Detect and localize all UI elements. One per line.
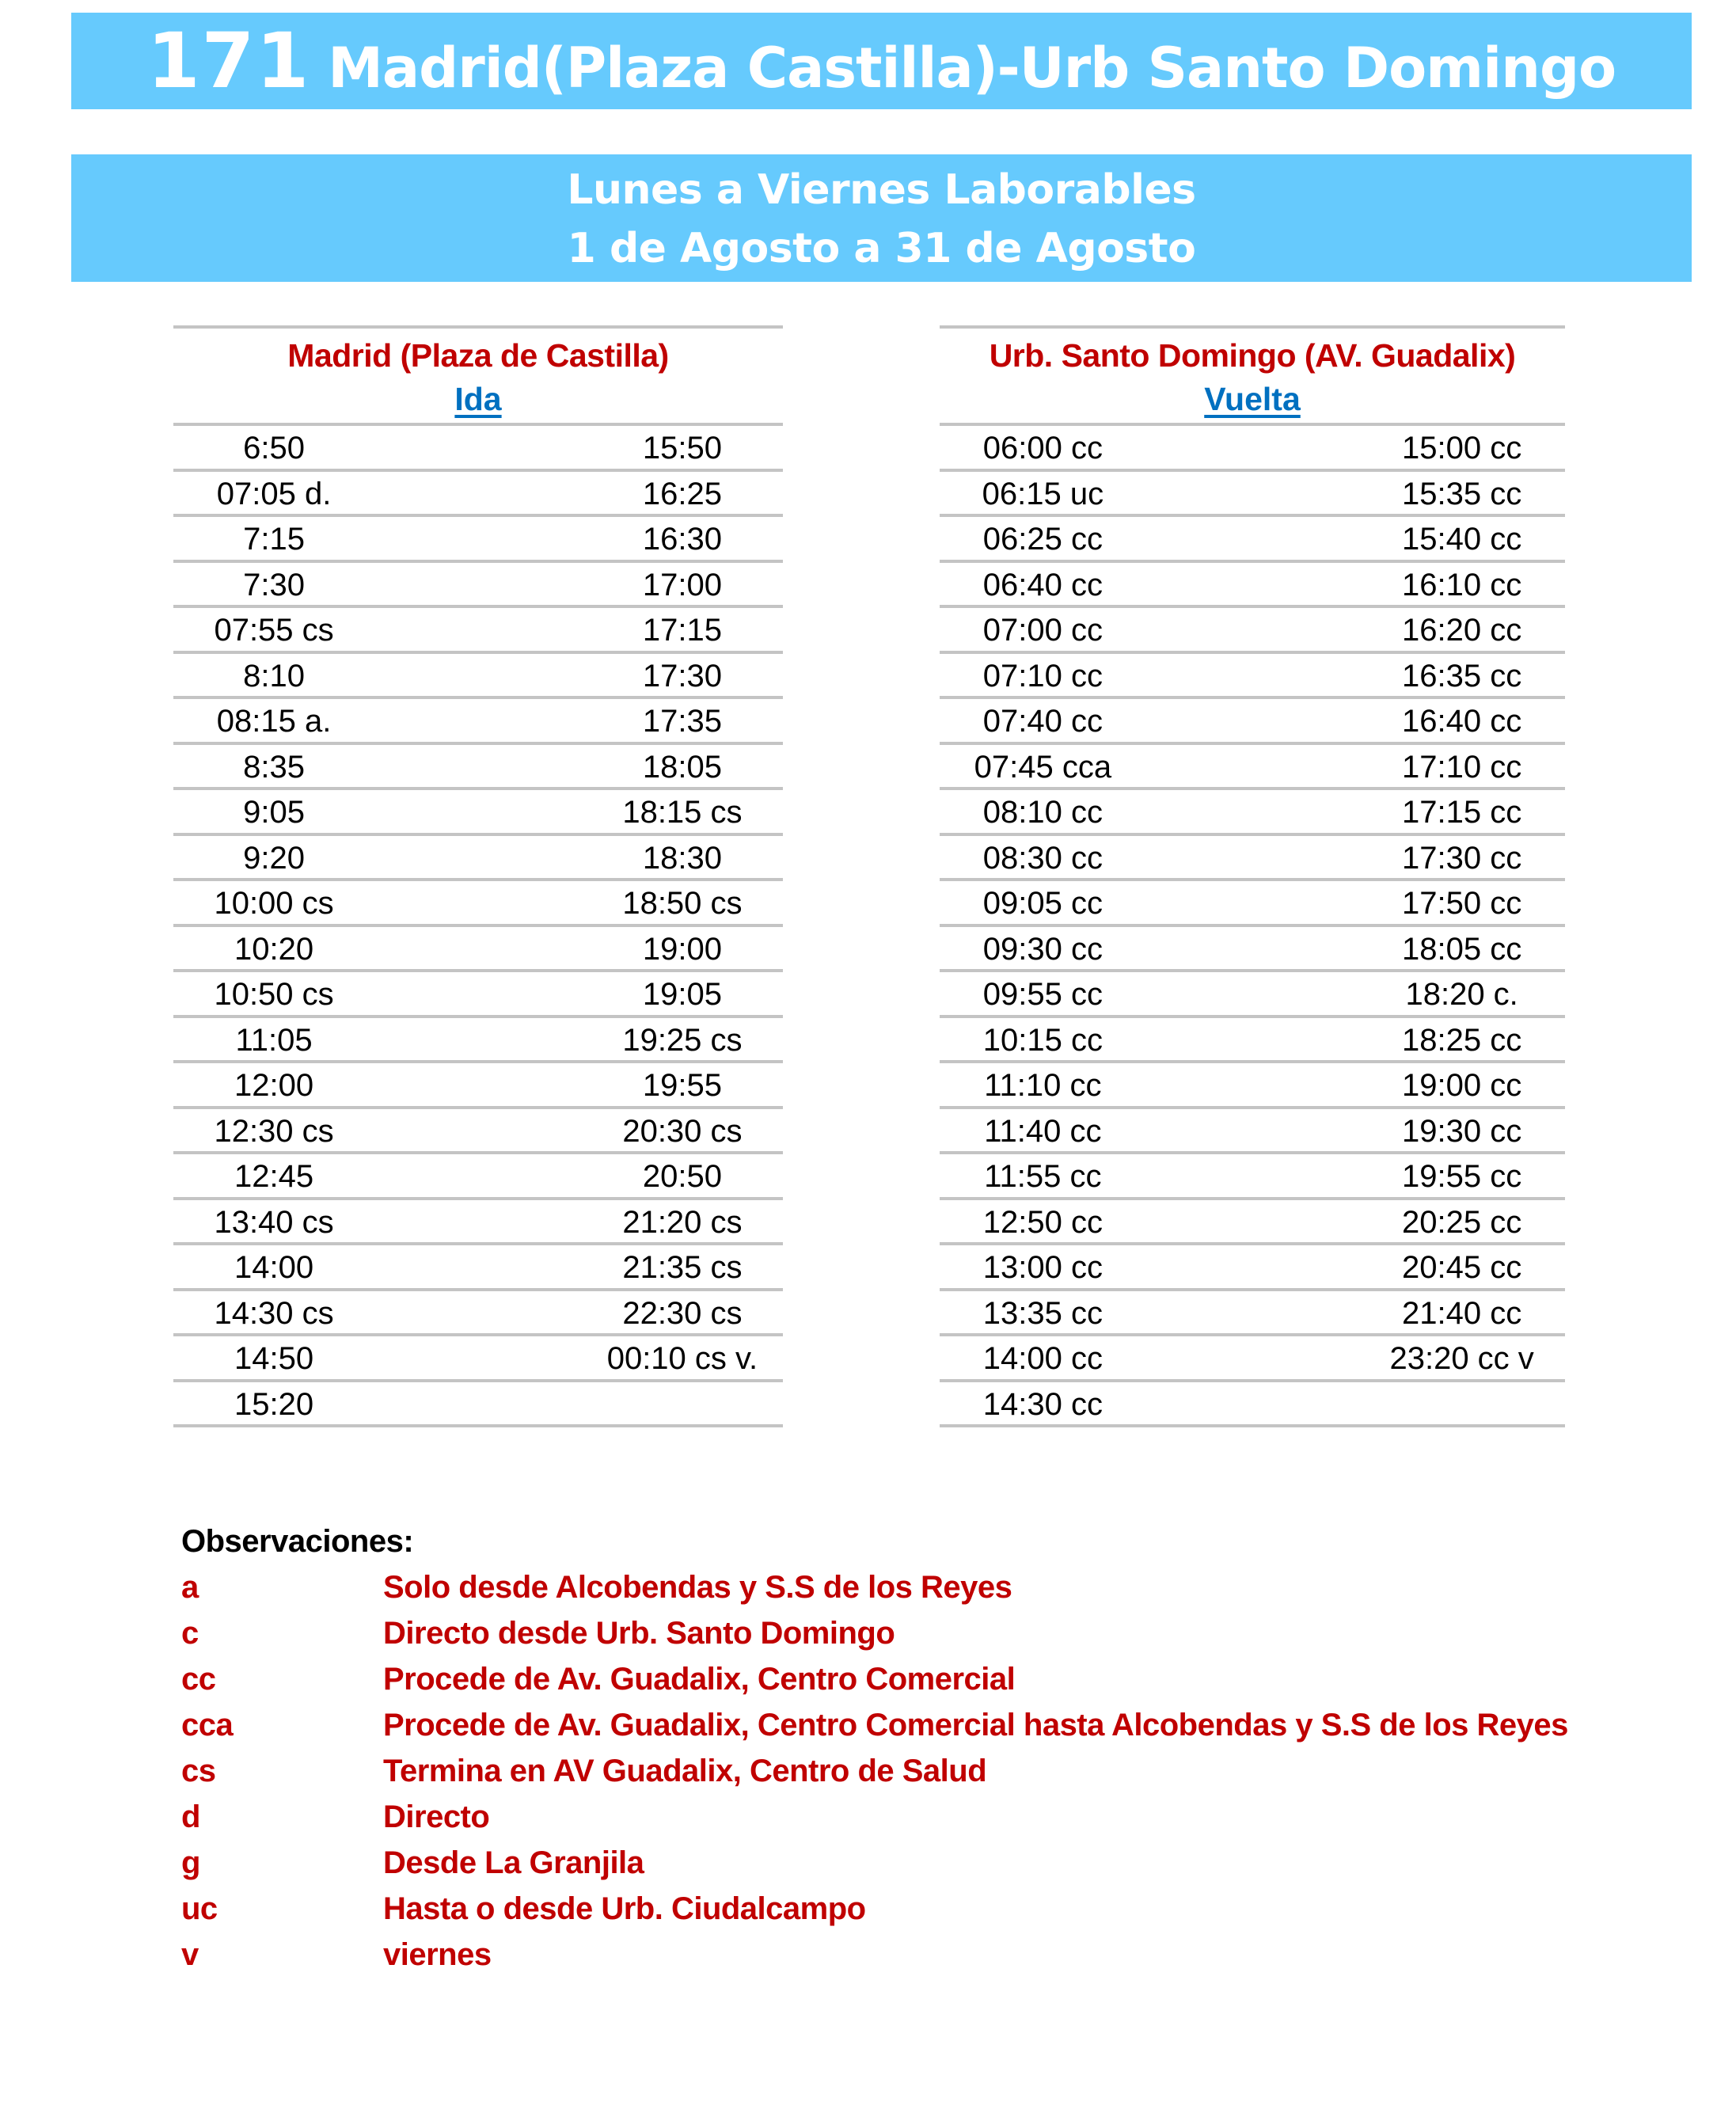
- table-header: [173, 329, 783, 423]
- departure-time-morning: 09:05 cc: [982, 886, 1103, 921]
- departure-time-afternoon: 00:10 cs v.: [606, 1341, 758, 1376]
- observation-code: cs: [181, 1754, 216, 1788]
- departure-time-morning: 13:35 cc: [982, 1295, 1103, 1331]
- table-row: [940, 1063, 1565, 1106]
- table-row: [940, 1382, 1565, 1425]
- observation-code: cc: [181, 1662, 216, 1697]
- departure-time-afternoon: 18:25 cc: [1402, 1022, 1522, 1058]
- departure-time-afternoon: 22:30 cs: [622, 1295, 743, 1331]
- observation-description: viernes: [383, 1937, 492, 1972]
- departure-time-morning: 13:00 cc: [982, 1250, 1103, 1285]
- departure-time-afternoon: 15:00 cc: [1402, 431, 1522, 466]
- direction-link-vuelta[interactable]: Vuelta: [1204, 381, 1301, 417]
- observation-description: Directo desde Urb. Santo Domingo: [383, 1616, 895, 1651]
- table-row: [173, 1200, 783, 1243]
- departure-time-afternoon: 20:50: [642, 1159, 722, 1194]
- departure-time-afternoon: 16:10 cc: [1402, 567, 1522, 602]
- departure-time-morning: 07:45 cca: [974, 749, 1112, 785]
- table-row: [173, 790, 783, 833]
- departure-time-afternoon: 16:25: [642, 476, 722, 511]
- departure-time-morning: 9:05: [243, 795, 305, 830]
- route-title-banner: [71, 13, 1692, 109]
- departure-time-afternoon: 18:05 cc: [1402, 931, 1522, 967]
- departure-time-afternoon: 18:20 c.: [1405, 977, 1518, 1012]
- departure-time-afternoon: 18:30: [642, 840, 722, 876]
- departure-time-afternoon: 16:40 cc: [1402, 704, 1522, 739]
- table-row: [940, 426, 1565, 469]
- observation-description: Solo desde Alcobendas y S.S de los Reyes: [383, 1570, 1012, 1605]
- departure-time-afternoon: 17:15 cc: [1402, 795, 1522, 830]
- table-row: [173, 881, 783, 924]
- departure-time-morning: 07:00 cc: [982, 613, 1103, 648]
- table-row: [173, 1154, 783, 1197]
- table-row: [173, 836, 783, 879]
- direction-link-ida[interactable]: Ida: [454, 381, 502, 417]
- departure-time-morning: 11:55 cc: [984, 1159, 1102, 1194]
- station-name-origin: Madrid (Plaza de Castilla): [287, 337, 669, 374]
- departure-time-afternoon: 17:00: [642, 567, 722, 602]
- table-row: [173, 1382, 783, 1425]
- table-row: [940, 1200, 1565, 1243]
- departure-time-afternoon: 18:15 cs: [622, 795, 743, 830]
- table-row: [173, 699, 783, 742]
- observation-item: [181, 1702, 1733, 1748]
- departure-time-morning: 14:50: [234, 1341, 314, 1376]
- departure-time-morning: 06:40 cc: [982, 567, 1103, 602]
- timetable-ida: [173, 325, 783, 1427]
- schedule-period: 1 de Agosto a 31 de Agosto: [567, 225, 1196, 272]
- schedule-days: Lunes a Viernes Laborables: [567, 166, 1196, 214]
- departure-time-afternoon: 21:40 cc: [1402, 1295, 1522, 1331]
- observation-code: g: [181, 1845, 200, 1880]
- departure-time-afternoon: 23:20 cc v: [1389, 1341, 1534, 1376]
- departure-time-morning: 11:40 cc: [984, 1113, 1102, 1149]
- table-row: [173, 1109, 783, 1152]
- departure-time-morning: 07:55 cs: [214, 613, 334, 648]
- table-row: [940, 1109, 1565, 1152]
- table-row: [173, 654, 783, 697]
- observation-description: Termina en AV Guadalix, Centro de Salud: [383, 1754, 987, 1788]
- departure-time-morning: 08:10 cc: [982, 795, 1103, 830]
- departure-time-afternoon: 17:50 cc: [1402, 886, 1522, 921]
- table-row: [940, 472, 1565, 515]
- departure-time-morning: 08:15 a.: [216, 704, 332, 739]
- table-row: [173, 927, 783, 970]
- observation-code: d: [181, 1799, 200, 1834]
- departure-time-morning: 06:15 uc: [982, 476, 1104, 511]
- departure-time-afternoon: 17:35: [642, 704, 722, 739]
- table-row: [940, 972, 1565, 1015]
- table-row: [940, 1018, 1565, 1061]
- departure-time-morning: 09:30 cc: [982, 931, 1103, 967]
- table-row: [173, 426, 783, 469]
- table-row: [940, 836, 1565, 879]
- departure-time-morning: 09:55 cc: [982, 977, 1103, 1012]
- table-row: [940, 654, 1565, 697]
- table-row: [940, 699, 1565, 742]
- observation-code: v: [181, 1937, 199, 1972]
- observation-item: [181, 1794, 1733, 1840]
- departure-time-morning: 10:00 cs: [214, 886, 334, 921]
- observations-title: Observaciones:: [181, 1524, 414, 1559]
- departure-time-morning: 12:30 cs: [214, 1113, 334, 1149]
- departure-time-morning: 15:20: [234, 1386, 314, 1422]
- table-row: [940, 1245, 1565, 1288]
- departure-time-afternoon: 19:55: [642, 1068, 722, 1103]
- table-row: [173, 1336, 783, 1379]
- departure-time-morning: 7:15: [243, 522, 305, 557]
- departure-time-morning: 14:30 cc: [982, 1386, 1103, 1422]
- departure-time-morning: 07:05 d.: [216, 476, 332, 511]
- departure-time-morning: 7:30: [243, 567, 305, 602]
- table-row: [940, 927, 1565, 970]
- departure-time-afternoon: 15:50: [642, 431, 722, 466]
- departure-time-afternoon: 19:30 cc: [1402, 1113, 1522, 1149]
- departure-time-morning: 11:05: [235, 1022, 313, 1058]
- table-row: [940, 881, 1565, 924]
- station-name-return: Urb. Santo Domingo (AV. Guadalix): [989, 337, 1516, 374]
- departure-time-afternoon: 19:05: [642, 977, 722, 1012]
- table-row: [173, 1291, 783, 1334]
- observation-item: [181, 1564, 1733, 1610]
- departure-time-morning: 10:50 cs: [214, 977, 334, 1012]
- observation-code: a: [181, 1570, 199, 1605]
- observation-code: cca: [181, 1708, 234, 1742]
- observation-description: Procede de Av. Guadalix, Centro Comercial: [383, 1662, 1016, 1697]
- table-row: [173, 517, 783, 560]
- departure-time-morning: 14:00: [234, 1250, 314, 1285]
- departure-time-morning: 12:00: [234, 1068, 314, 1103]
- table-row: [940, 1336, 1565, 1379]
- table-row: [940, 1291, 1565, 1334]
- departure-time-afternoon: 18:50 cs: [622, 886, 743, 921]
- table-row: [173, 472, 783, 515]
- table-row: [940, 790, 1565, 833]
- timetable-vuelta: [940, 325, 1565, 1427]
- observation-description: Desde La Granjila: [383, 1845, 644, 1880]
- departure-time-morning: 10:15 cc: [982, 1022, 1103, 1058]
- departure-time-afternoon: 20:30 cs: [622, 1113, 743, 1149]
- observations-list: [181, 1564, 1733, 1978]
- table-row: [173, 1018, 783, 1061]
- departure-time-morning: 12:45: [234, 1159, 314, 1194]
- table-row: [940, 517, 1565, 560]
- schedule-banner: [71, 154, 1692, 282]
- observation-code: uc: [181, 1891, 218, 1926]
- departure-time-morning: 07:40 cc: [982, 704, 1103, 739]
- departure-time-morning: 8:35: [243, 749, 305, 785]
- table-row: [173, 1245, 783, 1288]
- departure-time-afternoon: 19:00 cc: [1402, 1068, 1522, 1103]
- departure-time-morning: 08:30 cc: [982, 840, 1103, 876]
- departure-time-morning: 13:40 cs: [214, 1204, 334, 1240]
- table-row: [940, 563, 1565, 606]
- departure-time-morning: 14:30 cs: [214, 1295, 334, 1331]
- departure-time-morning: 11:10 cc: [984, 1068, 1102, 1103]
- departure-time-afternoon: 19:00: [642, 931, 722, 967]
- table-body: [940, 426, 1565, 1427]
- route-name: Madrid(Plaza Castilla)-Urb Santo Domingo: [328, 36, 1616, 101]
- departure-time-morning: 06:25 cc: [982, 522, 1103, 557]
- departure-time-afternoon: 17:10 cc: [1402, 749, 1522, 785]
- departure-time-morning: 10:20: [234, 931, 314, 967]
- departure-time-afternoon: 16:30: [642, 522, 722, 557]
- observation-description: Directo: [383, 1799, 490, 1834]
- departure-time-afternoon: 16:20 cc: [1402, 613, 1522, 648]
- observation-item: [181, 1932, 1733, 1978]
- observation-item: [181, 1840, 1733, 1886]
- observation-description: Hasta o desde Urb. Ciudalcampo: [383, 1891, 866, 1926]
- table-row: [173, 563, 783, 606]
- departure-time-afternoon: 19:55 cc: [1402, 1159, 1522, 1194]
- table-body: [173, 426, 783, 1427]
- observation-description: Procede de Av. Guadalix, Centro Comercial hasta Alcobendas y S.S de los Reyes: [383, 1708, 1568, 1742]
- observation-code: c: [181, 1616, 199, 1651]
- departure-time-afternoon: 15:35 cc: [1402, 476, 1522, 511]
- observation-item: [181, 1748, 1733, 1794]
- departure-time-afternoon: 21:35 cs: [622, 1250, 743, 1285]
- departure-time-morning: 8:10: [243, 658, 305, 694]
- table-row: [173, 1063, 783, 1106]
- departure-time-morning: 12:50 cc: [982, 1204, 1103, 1240]
- departure-time-afternoon: 15:40 cc: [1402, 522, 1522, 557]
- departure-time-afternoon: 16:35 cc: [1402, 658, 1522, 694]
- departure-time-afternoon: 17:15: [642, 613, 722, 648]
- observation-item: [181, 1656, 1733, 1702]
- departure-time-morning: 9:20: [243, 840, 305, 876]
- departure-time-morning: 14:00 cc: [982, 1341, 1103, 1376]
- departure-time-morning: 6:50: [243, 431, 305, 466]
- departure-time-morning: 07:10 cc: [982, 658, 1103, 694]
- table-row: [173, 972, 783, 1015]
- table-row: [940, 608, 1565, 651]
- departure-time-afternoon: 21:20 cs: [622, 1204, 743, 1240]
- departure-time-afternoon: 20:25 cc: [1402, 1204, 1522, 1240]
- route-number: 171: [146, 17, 311, 105]
- departure-time-afternoon: 20:45 cc: [1402, 1250, 1522, 1285]
- departure-time-morning: 06:00 cc: [982, 431, 1103, 466]
- departure-time-afternoon: 19:25 cs: [622, 1022, 743, 1058]
- departure-time-afternoon: 18:05: [642, 749, 722, 785]
- table-row: [173, 608, 783, 651]
- table-row: [173, 745, 783, 788]
- observation-item: [181, 1610, 1733, 1656]
- table-row: [940, 1154, 1565, 1197]
- table-header: [940, 329, 1565, 423]
- table-row: [940, 745, 1565, 788]
- departure-time-afternoon: 17:30 cc: [1402, 840, 1522, 876]
- departure-time-afternoon: 17:30: [642, 658, 722, 694]
- observations-legend: [181, 1518, 1733, 1978]
- observation-item: [181, 1886, 1733, 1932]
